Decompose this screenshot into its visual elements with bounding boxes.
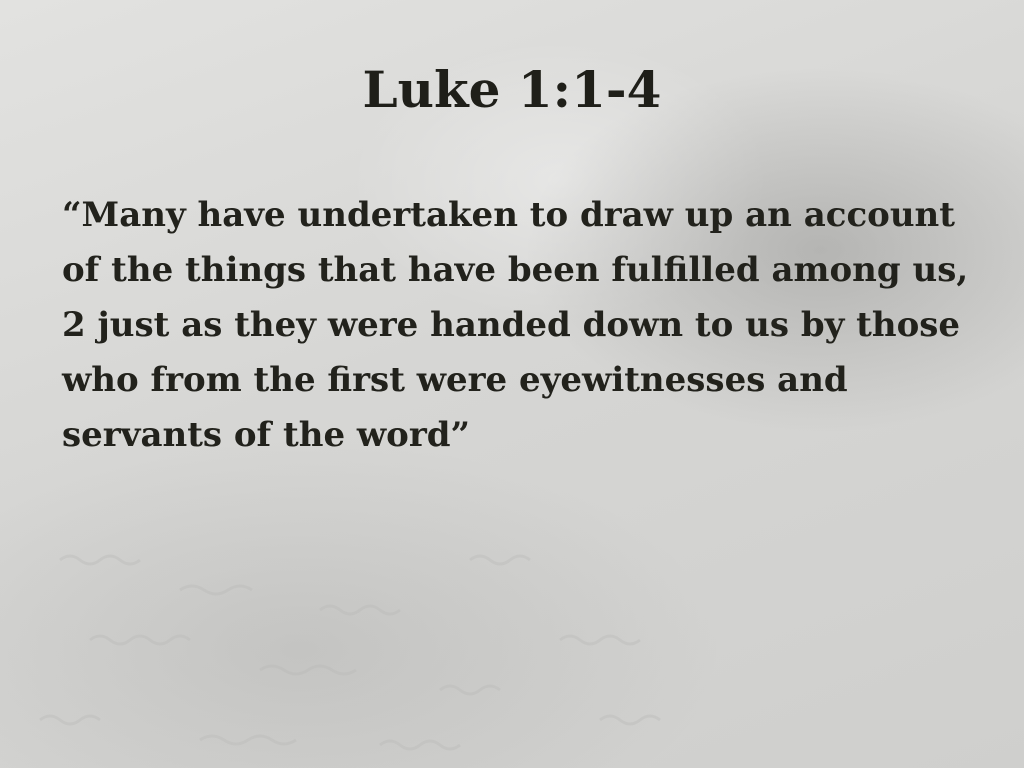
slide-title: Luke 1:1-4 — [362, 60, 662, 119]
scripture-quote: “Many have undertaken to draw up an account of the things that have been fulfilled among us, 2 just as they were handed down to us by those who from the first were eyewitnesses and servants of the word” — [62, 195, 969, 455]
